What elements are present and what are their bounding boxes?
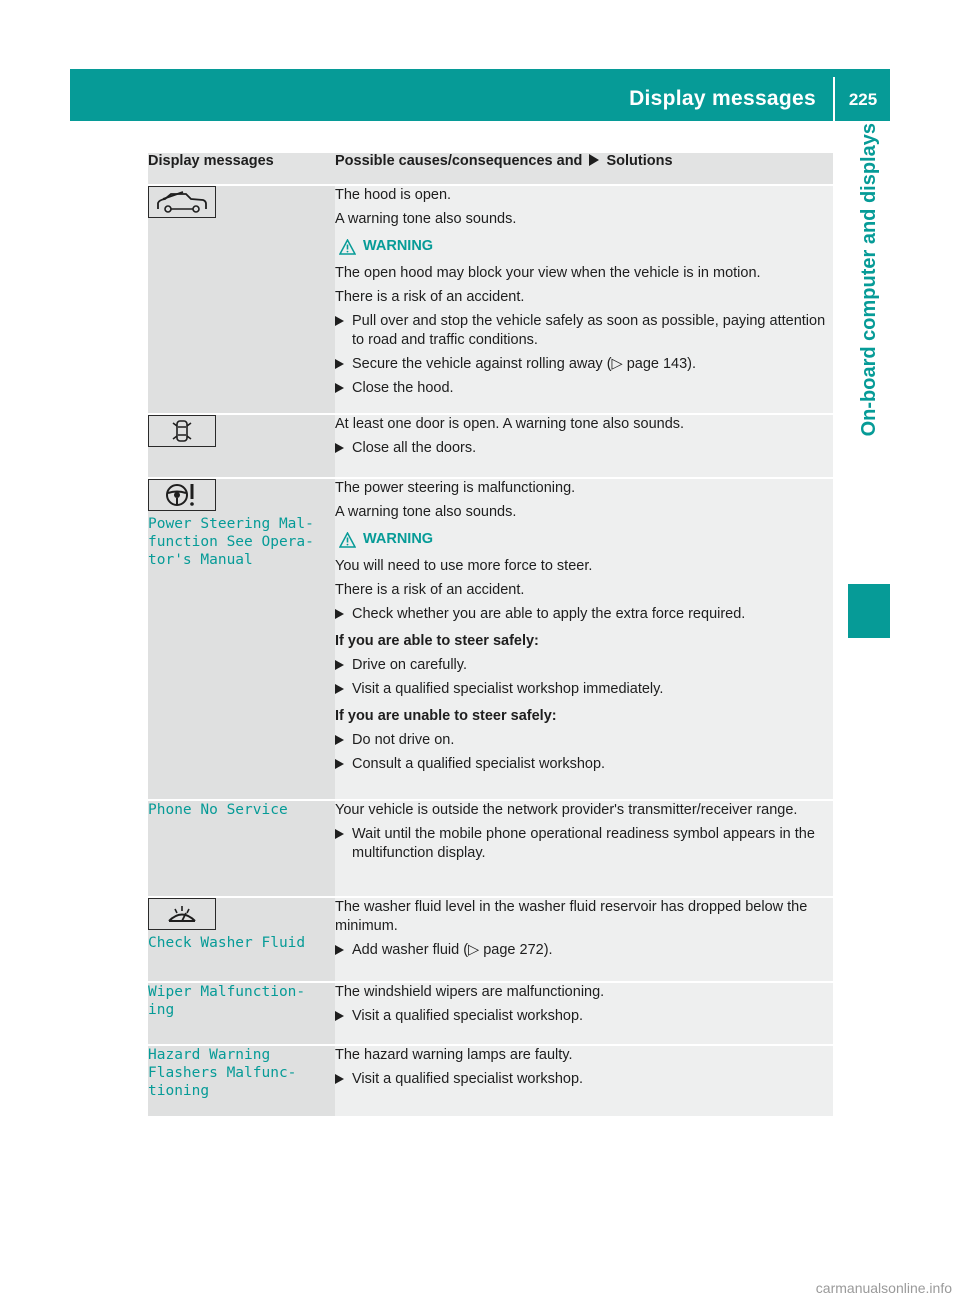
page-title: Display messages: [629, 87, 816, 110]
message-text: There is a risk of an accident.: [335, 289, 525, 305]
step-text: Pull over and stop the vehicle safely as soon as possible, paying attention to road and traffic conditions.: [352, 313, 826, 348]
display-messages-table: [148, 153, 833, 1118]
message-text: A warning tone also sounds.: [335, 211, 517, 227]
side-color-block: [848, 584, 890, 638]
arrow-icon: [335, 829, 344, 839]
instruction-step: [335, 605, 833, 624]
display-message-text: Check Washer Fluid: [148, 935, 306, 951]
solution-cell: [335, 800, 833, 897]
instruction-step: [335, 1070, 833, 1089]
solution-cell: [335, 982, 833, 1045]
page-header: [70, 69, 890, 121]
table-row: [148, 982, 833, 1045]
instruction-step: [335, 379, 833, 398]
step-text: Check whether you are able to apply the extra force required.: [352, 606, 746, 622]
instruction-step: [335, 656, 833, 675]
display-message-text: Power Steering Mal‑ function See Opera‑ tor's Manual: [148, 516, 314, 568]
table-row: [148, 414, 833, 478]
warning-heading: [339, 530, 833, 549]
steering-malfunction-icon: [148, 479, 216, 511]
arrow-icon: [335, 945, 344, 955]
instruction-step: [335, 941, 833, 960]
arrow-icon: [335, 383, 344, 393]
message-text: At least one door is open. A warning tone also sounds.: [335, 416, 685, 432]
arrow-icon: [335, 759, 344, 769]
arrow-icon: [335, 684, 344, 694]
message-text: Your vehicle is outside the network provider's transmitter/receiver range.: [335, 802, 798, 818]
step-text: Consult a qualified specialist workshop.: [352, 756, 606, 772]
display-message-text: Wiper Malfunction‑ ing: [148, 984, 306, 1018]
display-cell: [148, 478, 335, 800]
warning-triangle-icon: [339, 239, 356, 255]
display-cell: [148, 414, 335, 478]
column-header-causes-solutions: [335, 153, 833, 185]
step-text: Add washer fluid (▷ page 272).: [352, 942, 553, 958]
column-header-causes: Possible causes/consequences and: [335, 153, 583, 169]
solution-cell: [335, 1045, 833, 1117]
step-text: Secure the vehicle against rolling away (▷ page 143).: [352, 356, 697, 372]
message-text: The power steering is malfunctioning.: [335, 480, 576, 496]
arrow-icon: [335, 1011, 344, 1021]
instruction-step: [335, 439, 833, 458]
message-text: The open hood may block your view when the vehicle is in motion.: [335, 265, 761, 281]
instruction-step: [335, 755, 833, 774]
message-text: There is a risk of an accident.: [335, 582, 525, 598]
step-text: Visit a qualified specialist workshop.: [352, 1071, 584, 1087]
arrow-icon: [335, 443, 344, 453]
side-section-tab: [848, 123, 890, 563]
message-text: The windshield wipers are malfunctioning.: [335, 984, 605, 1000]
step-text: Close the hood.: [352, 380, 454, 396]
step-text: Close all the doors.: [352, 440, 477, 456]
page-number: 225: [848, 90, 878, 109]
arrow-icon: [335, 609, 344, 619]
arrow-icon: [335, 359, 344, 369]
instruction-step: [335, 355, 833, 374]
table-header-row: [148, 153, 833, 185]
instruction-step: [335, 1007, 833, 1026]
door-open-icon: [148, 415, 216, 447]
column-header-display-messages: Display messages: [148, 153, 335, 185]
warning-label: WARNING: [363, 238, 434, 254]
display-cell: [148, 800, 335, 897]
arrow-icon: [335, 735, 344, 745]
display-message-text: Phone No Service: [148, 802, 288, 818]
display-cell: [148, 897, 335, 982]
arrow-icon: [589, 154, 599, 166]
message-text: The washer fluid level in the washer fluid reservoir has dropped below the minimum.: [335, 899, 808, 934]
warning-triangle-icon: [339, 532, 356, 548]
message-text: The hazard warning lamps are faulty.: [335, 1047, 573, 1063]
arrow-icon: [335, 660, 344, 670]
instruction-step: [335, 312, 833, 350]
message-text: You will need to use more force to steer.: [335, 558, 593, 574]
warning-label: WARNING: [363, 531, 434, 547]
column-header-solutions: Solutions: [606, 153, 673, 169]
side-section-label: On-board computer and displays: [858, 123, 880, 437]
solution-cell: [335, 185, 833, 414]
display-cell: [148, 1045, 335, 1117]
hood-open-icon: [148, 186, 216, 218]
instruction-step: [335, 731, 833, 750]
condition-heading: If you are unable to steer safely:: [335, 708, 557, 724]
message-text: The hood is open.: [335, 187, 452, 203]
message-text: A warning tone also sounds.: [335, 504, 517, 520]
header-divider: [833, 77, 835, 121]
table-row: [148, 478, 833, 800]
washer-fluid-icon: [148, 898, 216, 930]
arrow-icon: [335, 316, 344, 326]
display-message-text: Hazard Warning Flashers Malfunc‑ tioning: [148, 1047, 297, 1099]
table-row: [148, 897, 833, 982]
step-text: Wait until the mobile phone operational readiness symbol appears in the multifunction display.: [352, 826, 815, 861]
warning-heading: [339, 237, 833, 256]
arrow-icon: [335, 1074, 344, 1084]
instruction-step: [335, 680, 833, 699]
step-text: Drive on carefully.: [352, 657, 467, 673]
solution-cell: [335, 897, 833, 982]
step-text: Do not drive on.: [352, 732, 455, 748]
condition-heading: If you are able to steer safely:: [335, 633, 539, 649]
solution-cell: [335, 414, 833, 478]
display-cell: [148, 185, 335, 414]
solution-cell: [335, 478, 833, 800]
step-text: Visit a qualified specialist workshop.: [352, 1008, 584, 1024]
instruction-step: [335, 825, 833, 863]
table-row: [148, 1045, 833, 1117]
step-text: Visit a qualified specialist workshop immediately.: [352, 681, 664, 697]
watermark-text: carmanualsonline.info: [815, 1280, 952, 1296]
display-cell: [148, 982, 335, 1045]
table-row: [148, 185, 833, 414]
table-row: [148, 800, 833, 897]
